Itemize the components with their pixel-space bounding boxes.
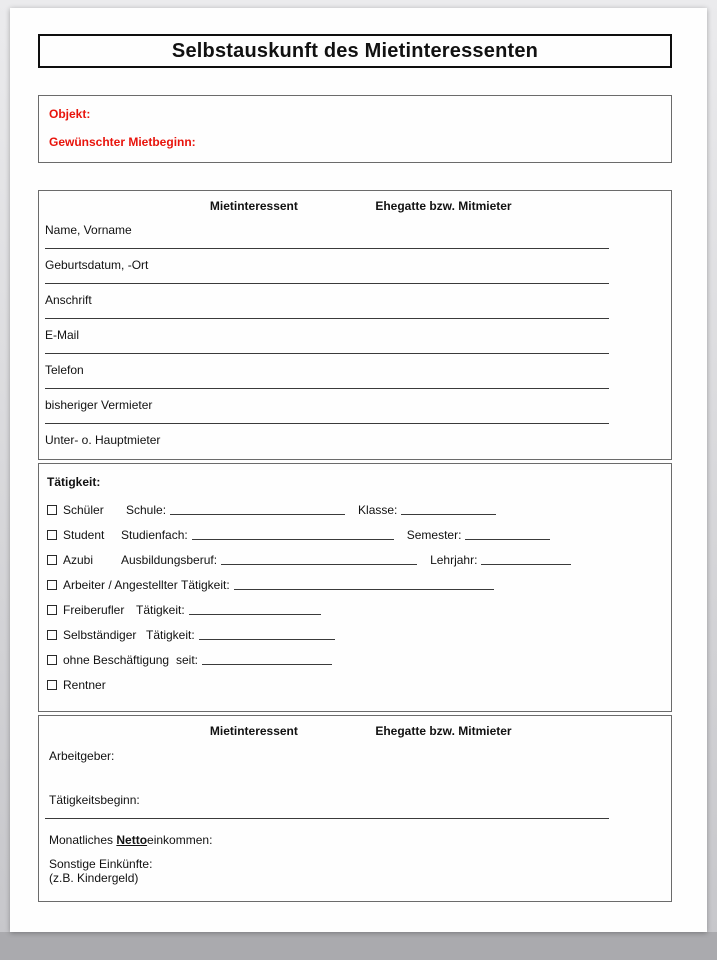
einkommen-suffix: einkommen: [147,833,213,847]
col-header-ehegatte: Ehegatte bzw. Mitmieter [375,199,512,213]
einkommen-prefix: Monatliches [49,833,117,847]
field-label: Semester: [406,527,462,542]
occupation-label: Rentner [63,677,106,692]
field-label: Telefon [45,363,84,377]
field-label: Tätigkeit: [136,602,185,617]
personal-section [38,190,672,460]
field-label: Lehrjahr: [430,552,478,567]
field-email [39,319,671,354]
studienfach-line[interactable] [192,539,394,540]
geburtsdatum-line[interactable] [45,272,609,284]
occupation-label: Arbeiter / Angestellter [63,577,178,592]
checkbox-ohne-beschaeftigung[interactable] [47,655,57,665]
semester-line[interactable] [465,539,550,540]
form-title-box [38,34,672,68]
form-title: Selbstauskunft des Mietinteressenten [171,39,539,62]
field-telefon [39,354,671,389]
occupation-row-freiberufler [47,597,663,622]
bisheriger-vermieter-line[interactable] [45,412,609,424]
occupation-row-azubi [47,547,663,572]
checkbox-student[interactable] [47,530,57,540]
occupation-label: Schüler [63,502,104,517]
checkbox-freiberufler[interactable] [47,605,57,615]
field-label: Schule: [126,502,167,517]
field-label: bisheriger Vermieter [45,398,153,412]
email-line[interactable] [45,342,609,354]
column-headers [39,724,671,739]
seit-line[interactable] [202,664,332,665]
nettoeinkommen-label [39,833,671,847]
checkbox-rentner[interactable] [47,680,57,690]
object-section [38,95,672,163]
field-label: Tätigkeit: [181,577,230,592]
occupation-label: Azubi [63,552,94,567]
field-unter-hauptmieter [39,424,671,447]
field-anschrift [39,284,671,319]
field-label: E-Mail [45,328,80,342]
taetigkeitsbeginn-label: Tätigkeitsbeginn: [49,793,140,807]
occupation-row-selbstaendiger [47,622,663,647]
klasse-line[interactable] [401,514,496,515]
arbeitgeber-label: Arbeitgeber: [49,749,115,763]
employment-section [38,715,672,902]
field-label: Name, Vorname [45,223,132,237]
occupation-title: Tätigkeit: [47,475,101,489]
ausbildungsberuf-line[interactable] [221,564,417,565]
occupation-label: Selbständiger [63,627,137,642]
mietbeginn-label: Gewünschter Mietbeginn: [49,135,196,149]
field-label: Geburtsdatum, -Ort [45,258,149,272]
name-vorname-line[interactable] [45,237,609,249]
taetigkeit-arbeiter-line[interactable] [234,589,494,590]
occupation-section [38,463,672,712]
einkommen-netto: Netto [116,833,148,847]
occupation-row-schueler [47,497,663,522]
column-headers [39,199,671,214]
occupation-label: ohne Beschäftigung [63,652,170,667]
form-page [10,8,707,932]
photo-background [0,932,717,960]
checkbox-arbeiter-angestellter[interactable] [47,580,57,590]
occupation-label: Freiberufler [63,602,125,617]
col-header-mietinteressent: Mietinteressent [209,199,298,213]
sonstige-text: Sonstige Einkünfte: [49,857,153,871]
schule-line[interactable] [170,514,345,515]
field-label: Unter- o. Hauptmieter [45,433,161,447]
taetigkeitsbeginn-line[interactable] [45,807,609,819]
occupation-row-ohne-beschaeftigung [47,647,663,672]
checkbox-azubi[interactable] [47,555,57,565]
taetigkeit-selbstaendiger-line[interactable] [199,639,335,640]
sonstige-note: (z.B. Kindergeld) [49,871,139,885]
lehrjahr-line[interactable] [481,564,571,565]
field-label: Anschrift [45,293,92,307]
col-header-ehegatte: Ehegatte bzw. Mitmieter [375,724,512,738]
occupation-row-student [47,522,663,547]
field-geburtsdatum [39,249,671,284]
field-label: Klasse: [358,502,398,517]
objekt-label: Objekt: [49,107,91,121]
checkbox-schueler[interactable] [47,505,57,515]
field-label: Tätigkeit: [146,627,195,642]
field-label: Studienfach: [121,527,188,542]
col-header-mietinteressent: Mietinteressent [209,724,298,738]
sonstige-einkuenfte-label [39,857,671,885]
field-label: seit: [176,652,199,667]
field-label: Ausbildungsberuf: [121,552,218,567]
taetigkeit-freiberufler-line[interactable] [189,614,321,615]
field-name-vorname [39,214,671,249]
anschrift-line[interactable] [45,307,609,319]
field-bisheriger-vermieter [39,389,671,424]
occupation-row-arbeiter [47,572,663,597]
checkbox-selbstaendiger[interactable] [47,630,57,640]
occupation-row-rentner [47,672,663,697]
telefon-line[interactable] [45,377,609,389]
occupation-label: Student [63,527,105,542]
